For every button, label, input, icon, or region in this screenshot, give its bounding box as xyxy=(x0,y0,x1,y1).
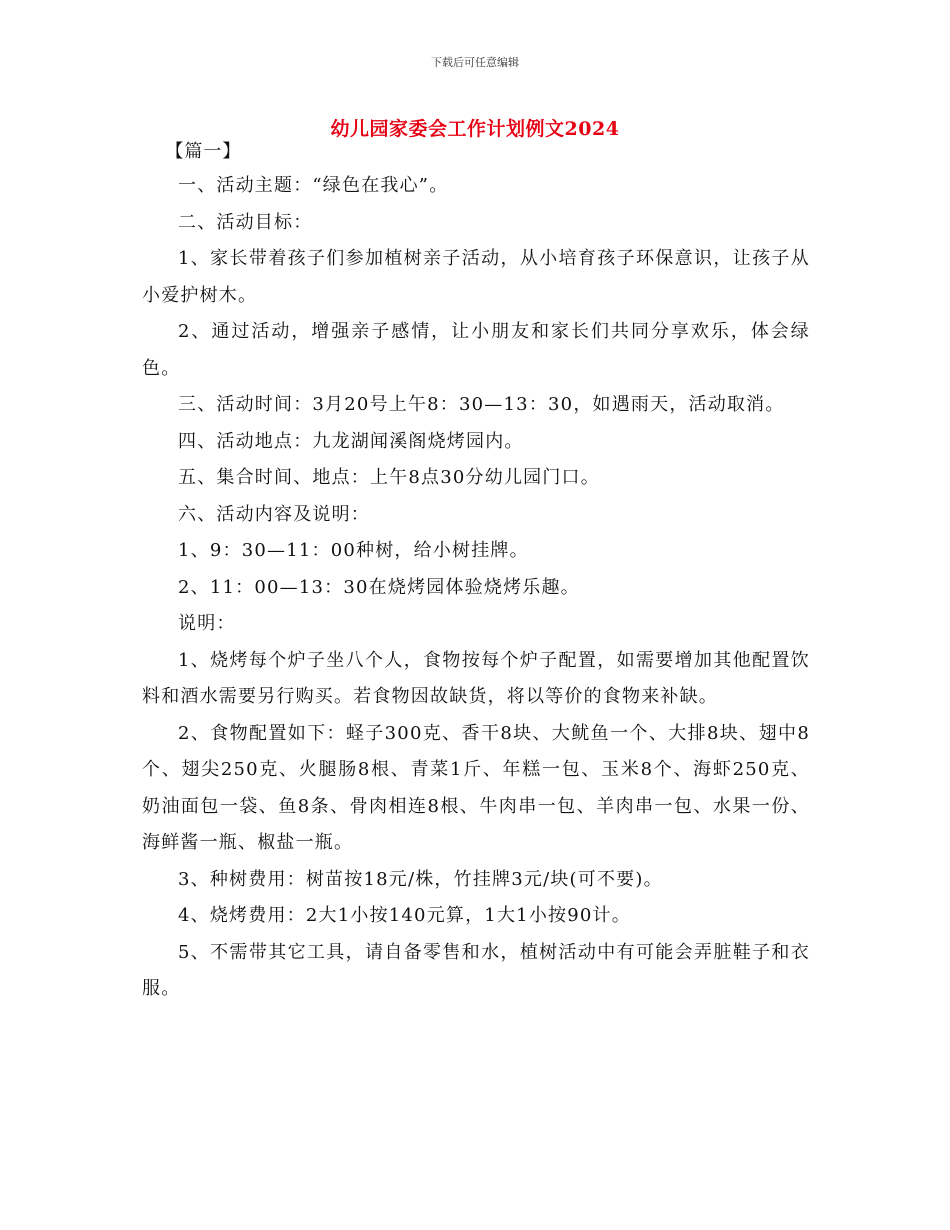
paragraph-content-heading: 六、活动内容及说明： xyxy=(178,503,370,525)
paragraph-note-5: 5、不需带其它工具，请自备零售和水，植树活动中有可能会弄脏鞋子和衣服。 xyxy=(142,941,810,999)
paragraph-note-4: 4、烧烤费用：2大1小按140元算，1大1小按90计。 xyxy=(178,905,631,926)
paragraph-time: 三、活动时间：3月20号上午8：30—13：30，如遇雨天，活动取消。 xyxy=(178,394,785,415)
paragraph-content-2: 2、11：00—13：30在烧烤园体验烧烤乐趣。 xyxy=(178,576,580,598)
paragraph-goals-heading: 二、活动目标： xyxy=(178,211,313,233)
section-label: 【篇一】 xyxy=(165,141,242,162)
paragraph-note-2: 2、食物配置如下：蛏子300克、香干8块、大鱿鱼一个、大排8块、翅中8个、翅尖250克、火腿肠8根、青菜1斤、年糕一包、玉米8个、海虾250克、奶油面包一袋、鱼8条、骨肉相连8根、牛肉串一包、羊肉串一包、水果一份、海鲜酱一瓶、椒盐一瓶。 xyxy=(142,722,810,853)
page-header-note: 下载后可任意编辑 xyxy=(431,56,519,69)
paragraph-note-3: 3、种树费用：树苗按18元/株，竹挂牌3元/块(可不要)。 xyxy=(178,868,663,890)
paragraph-location: 四、活动地点：九龙湖闻溪阁烧烤园内。 xyxy=(178,430,524,452)
paragraph-goal-2: 2、通过活动，增强亲子感情，让小朋友和家长们共同分享欢乐，体会绿色。 xyxy=(142,321,810,379)
paragraph-goal-1: 1、家长带着孩子们参加植树亲子活动，从小培育孩子环保意识，让孩子从小爱护树木。 xyxy=(142,248,810,306)
paragraph-notes-heading: 说明： xyxy=(178,613,236,634)
paragraph-assembly: 五、集合时间、地点：上午8点30分幼儿园门口。 xyxy=(178,467,600,488)
paragraph-content-1: 1、9：30—11：00种树，给小树挂牌。 xyxy=(178,540,529,561)
paragraph-note-1: 1、烧烤每个炉子坐八个人，食物按每个炉子配置，如需要增加其他配置饮料和酒水需要另行购买。若食物因故缺货，将以等价的食物来补缺。 xyxy=(142,649,810,707)
paragraph-theme: 一、活动主题：“绿色在我心”。 xyxy=(178,175,449,196)
document-body xyxy=(142,138,810,1008)
document-title: 幼儿园家委会工作计划例文2024 xyxy=(330,118,620,140)
